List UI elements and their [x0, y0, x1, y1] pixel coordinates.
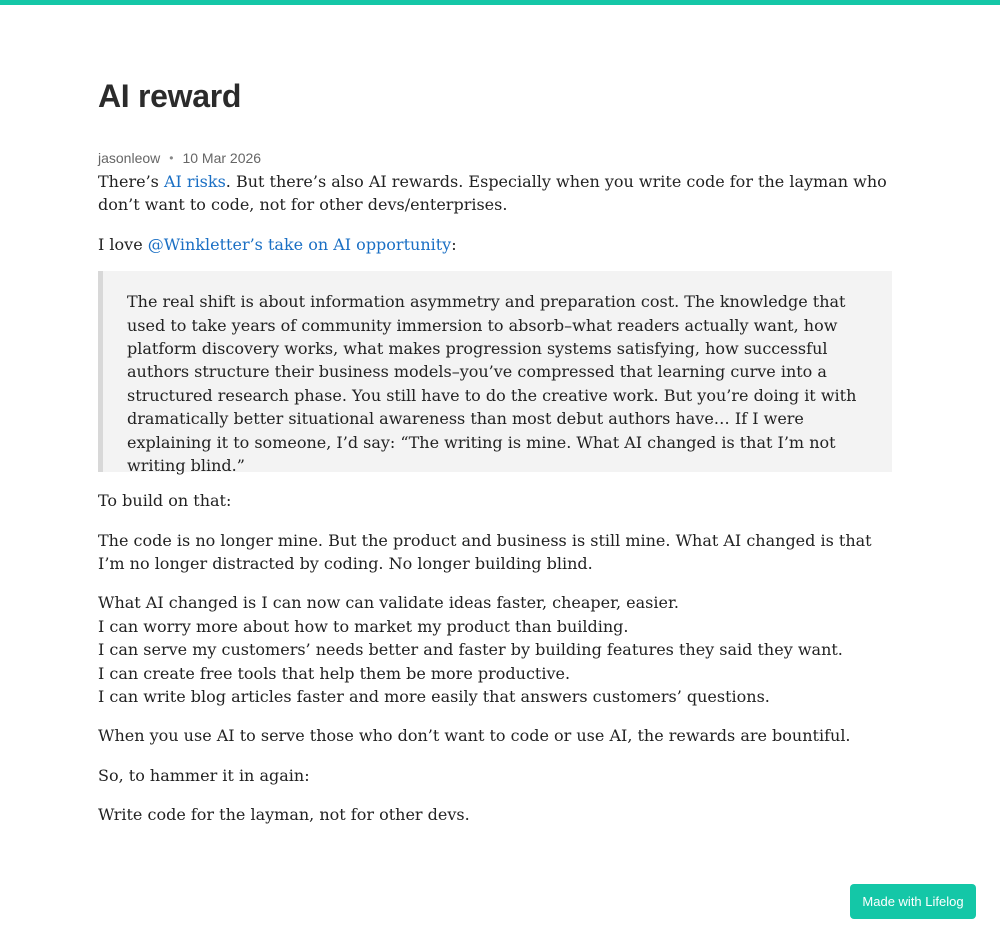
- blockquote: [98, 271, 892, 476]
- love-prefix: I love: [98, 234, 148, 254]
- post-title: AI reward: [98, 78, 242, 114]
- made-with-lifelog-button[interactable]: Made with Lifelog: [850, 884, 976, 919]
- intro-suffix: . But there’s also AI rewards. Especially when you write code for the layman who don’t want to code, not for other devs/enterprises.: [98, 172, 887, 215]
- intro-prefix: There’s: [98, 172, 164, 191]
- changes-paragraph: [98, 591, 892, 708]
- love-suffix: :: [451, 234, 457, 254]
- author-name[interactable]: jasonleow: [98, 150, 161, 166]
- post-meta: [98, 148, 892, 168]
- quote-text: The real shift is about information asymmetry and preparation cost. The knowledge that used to take years of community immersion to absorb–what readers actually want, how platform discovery works, what makes progression systems satisfying, how successful authors structure their business models–you’ve compressed that learning curve into a structured research phase. You still have to do the creative work. But you’re doing it with dramatically better situational awareness than most debut authors have… If I were explaining it to someone, I’d say: “The writing is mine. What AI changed is that I’m not writing blind.”: [127, 292, 857, 476]
- post-article: [98, 72, 892, 827]
- build-on-paragraph: To build on that:: [98, 491, 232, 511]
- change-line: I can write blog articles faster and more easily that answers customers’ questions.: [98, 687, 770, 707]
- bountiful-paragraph: When you use AI to serve those who don’t want to code or use AI, the rewards are bountiful.: [98, 726, 851, 746]
- conclusion-paragraph: Write code for the layman, not for other devs.: [98, 805, 470, 825]
- ai-risks-link[interactable]: AI risks: [163, 172, 226, 191]
- meta-separator: •: [169, 151, 174, 165]
- change-line: I can create free tools that help them be more productive.: [98, 663, 571, 683]
- change-line: What AI changed is I can now can validate ideas faster, cheaper, easier.: [98, 593, 679, 613]
- change-line: I can serve my customers’ needs better and faster by building features they said they want.: [98, 640, 843, 660]
- post-date: 10 Mar 2026: [182, 150, 262, 166]
- hammer-paragraph: So, to hammer it in again:: [98, 765, 310, 785]
- top-accent-bar: [0, 0, 1000, 5]
- intro-paragraph: [98, 170, 892, 217]
- winkletter-link[interactable]: @Winkletter’s take on AI opportunity: [147, 234, 452, 254]
- code-not-mine-paragraph: The code is no longer mine. But the product and business is still mine. What AI changed is that I’m no longer distracted by coding. No longer building blind.: [98, 530, 872, 574]
- love-paragraph: [98, 233, 892, 256]
- change-line: I can worry more about how to market my product than building.: [98, 616, 629, 636]
